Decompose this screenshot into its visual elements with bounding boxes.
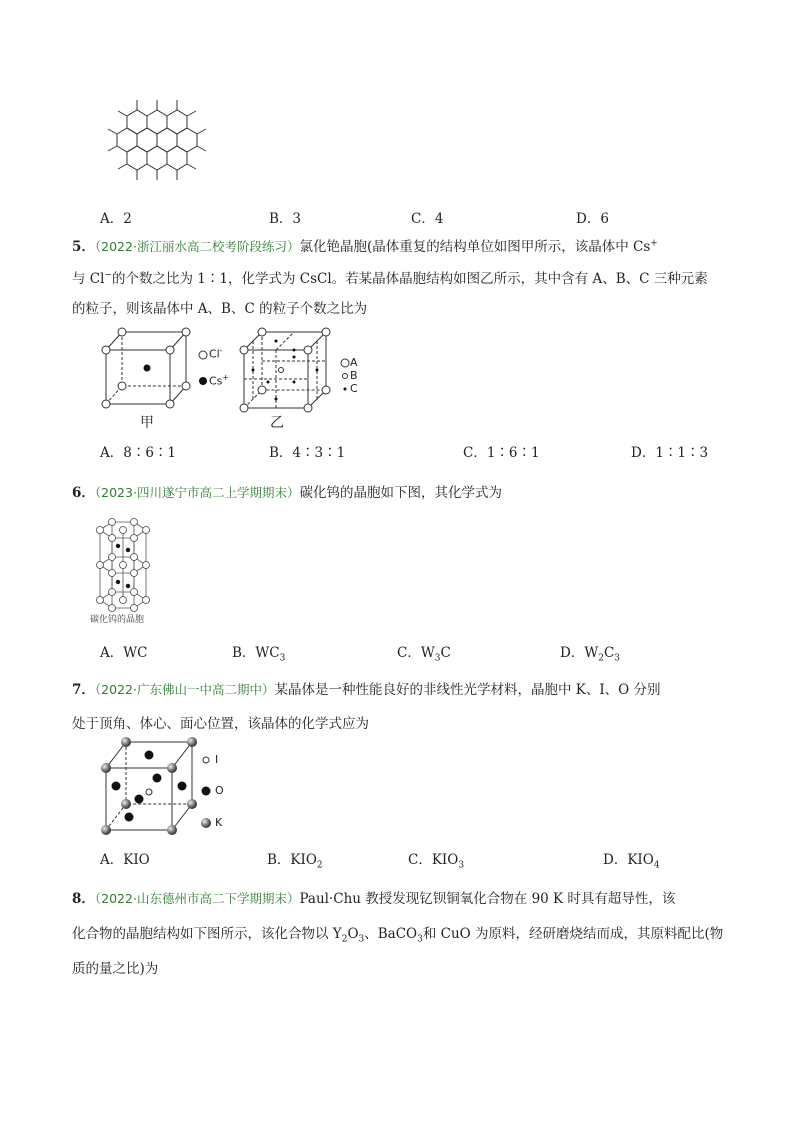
q7-option-a[interactable]: A．KIO [100,852,150,868]
q7-line-1 [72,678,661,698]
q6-line-1 [72,481,502,501]
q5-text-2a: 与 Cl [72,271,105,287]
q5-text-1: 氯化铯晶胞(晶体重复的结构单位如图甲所示，该晶体中 Cs [299,239,651,255]
q8-line-1 [72,887,675,907]
q6-option-a[interactable]: A．WC [100,645,148,661]
q5-line-3: 的粒子，则该晶体中 A、B、C 的粒子个数之比为 [72,301,368,317]
q7-source: （2022·广东佛山一中高二期中） [94,682,275,697]
q6-source: （2023·四川遂宁市高二上学期期末） [94,485,300,500]
q8-line-2: 化合物的晶胞结构如下图所示，该化合物以 $Y_2O_3$、BaCO$_3$和 CuO 为原料，经研磨烧结而成，其原料配比(物 [72,926,724,945]
q6-figure-caption: 碳化钨的晶胞 [90,615,145,625]
q6-number: 6． [72,485,95,501]
q4-option-c[interactable]: C．4 [411,211,444,227]
legend-o-label: O [215,784,224,797]
q7-line-2: 处于顶角、体心、面心位置，该晶体的化学式应为 [72,716,369,732]
q6-option-b[interactable]: B．$WC_3$ [232,645,286,664]
q5-source: （2022·浙江丽水高二校考阶段练习） [94,239,300,254]
q5-text-2b: 的个数之比为 1∶1，化学式为 CsCl。若某晶体晶胞结构如图乙所示，其中含有 A、B、C 三种元素 [112,271,708,287]
q8-source: （2022·山东德州市高二下学期期末） [94,891,300,906]
q5-option-c[interactable]: C．1∶6∶1 [463,445,540,461]
q6-option-c[interactable]: C．$W_3C$ [397,645,451,664]
q8-number: 8． [72,891,95,907]
q5-option-b[interactable]: B．4∶3∶1 [269,445,346,461]
q5-line-2 [72,267,708,287]
figure-jia-label: 甲 [140,415,154,431]
q7-text-1: 某晶体是一种性能良好的非线性光学材料，晶胞中 K、I、O 分别 [274,682,661,698]
q5-option-a[interactable]: A．8∶6∶1 [100,445,177,461]
q4-option-b[interactable]: B．3 [269,211,302,227]
q5-sup-2: − [104,270,112,281]
q6-option-d[interactable]: D．$W_2C_3$ [560,645,621,664]
q8-text-1: Paul·Chu 教授发现钇钡铜氧化合物在 90 K 时具有超导性，该 [299,891,676,907]
legend-cl-label: Cl- [209,346,223,361]
q4-option-d[interactable]: D．6 [576,211,609,227]
legend-c-label: C [350,382,358,395]
legend-b-label: B [350,369,358,382]
legend-i-label: I [215,753,219,766]
q5-line-1 [72,235,658,255]
q6-text: 碳化钨的晶胞如下图，其化学式为 [299,485,502,501]
q5-sup-1: + [650,238,658,249]
tungsten-carbide-cell-figure [88,516,170,618]
honeycomb-figure [98,96,216,186]
q5-option-d[interactable]: D．1∶1∶3 [631,445,709,461]
q5-number: 5． [72,239,95,255]
q4-option-a[interactable]: A．2 [100,211,132,227]
legend-k-label: K [215,816,223,829]
figure-yi-label: 乙 [270,415,284,431]
q7-option-b[interactable]: B．$KIO_2$ [267,852,323,871]
q7-option-d[interactable]: D．$KIO_4$ [603,852,660,871]
legend-a-label: A [350,356,358,369]
legend-cs-label: Cs+ [209,373,230,388]
q8-line-3: 质的量之比)为 [72,961,159,977]
q7-option-c[interactable]: C．$KIO_3$ [408,852,465,871]
q7-number: 7． [72,682,95,698]
